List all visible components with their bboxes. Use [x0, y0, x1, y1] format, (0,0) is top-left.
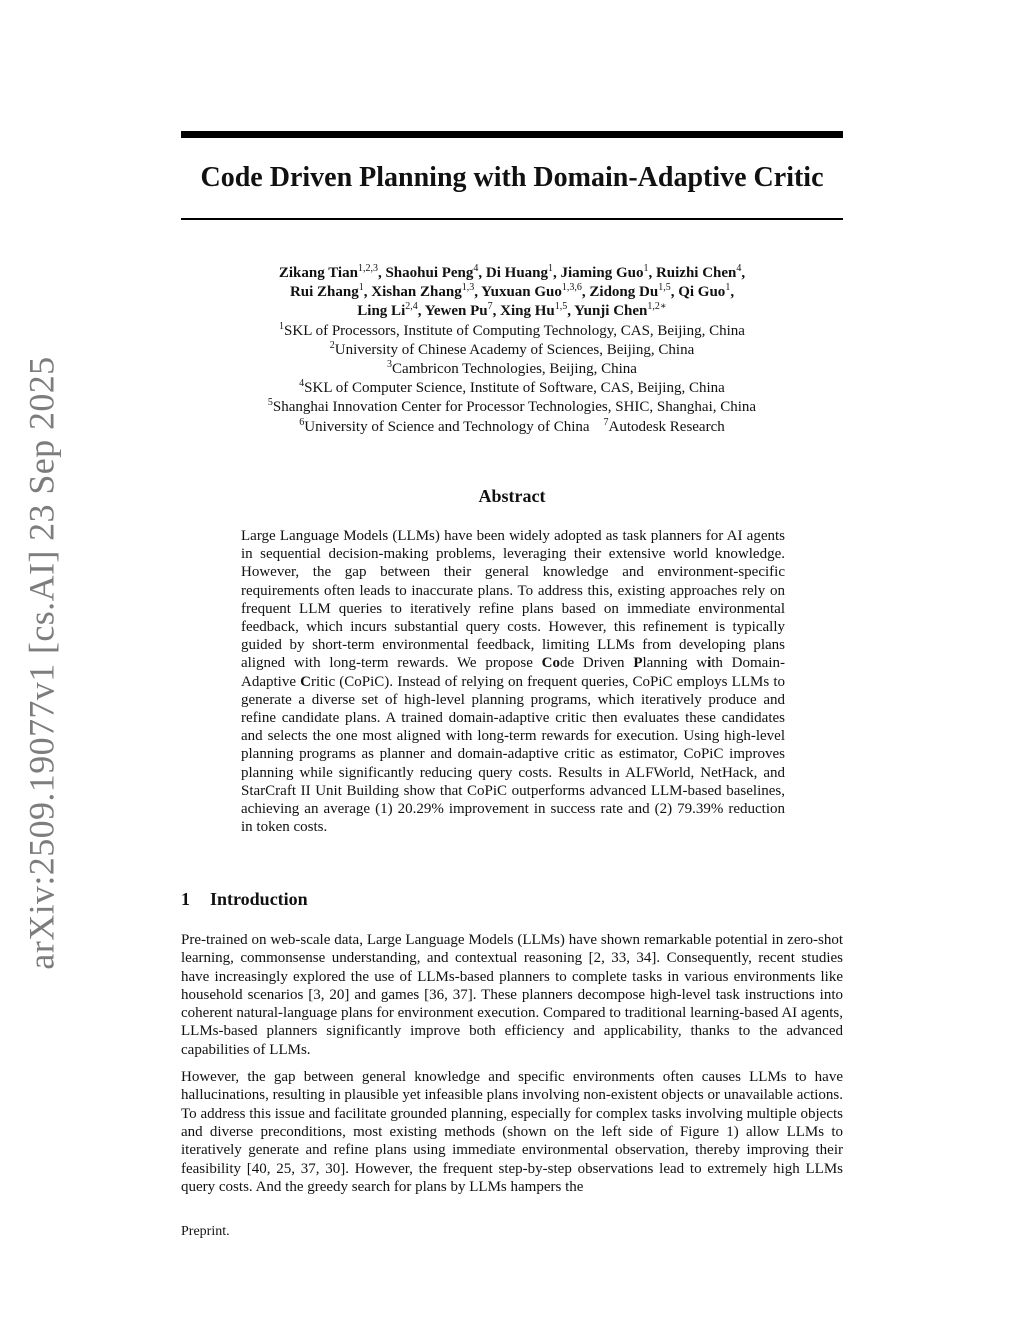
- paper-title: Code Driven Planning with Domain-Adaptive Critic: [200, 162, 824, 193]
- author-affiliation-marker: 1: [548, 263, 554, 274]
- author-name: Xing Hu: [500, 303, 555, 320]
- author-block: [181, 264, 843, 437]
- author-name: Yunji Chen: [574, 303, 648, 320]
- author-separator: ,: [492, 303, 501, 320]
- section-body: [181, 931, 843, 1205]
- author-name: Zidong Du: [589, 284, 659, 301]
- affiliation-marker: 1: [279, 320, 285, 332]
- abstract-text-before: Large Language Models (LLMs) have been widely adopted as task planners for AI agents in sequential decision-making problems, leveraging their extensive world knowledge. However, the gap between their general knowledge and environment-specific requirements often leads to inaccurate plans. To address this, existing approaches rely on frequent LLM queries to iteratively refine plans based on immediate environmental feedback, which incurs substantial query costs. However, this refinement is typically guided by short-term environmental feedback, limiting LLMs from developing plans aligned with long-term rewards. We propose: [241, 528, 785, 672]
- affiliation-text: University of Science and Technology of China: [304, 418, 590, 435]
- author-separator: ,: [474, 284, 482, 301]
- author-affiliation-marker: 7: [487, 301, 493, 313]
- author-name: Rui Zhang: [289, 284, 359, 301]
- author-affiliation-marker: 1,5: [658, 282, 671, 294]
- author-line: [181, 302, 843, 321]
- abstract-heading: Abstract: [478, 486, 546, 506]
- body-paragraph: However, the gap between general knowledge and specific environments often causes LLMs to have hallucinations, resulting in plausible yet infeasible plans involving non-existent objects or unavailable actions. To address this issue and facilitate grounded planning, especially for complex tasks involving multiple objects and diverse preconditions, most existing methods (shown on the left side of Figure 1) allow LLMs to iteratively generate and refine plans using immediate environmental observation, thereby improving their feasibility [40, 25, 37, 30]. However, the frequent step-by-step observations lead to extremely high LLMs query costs. And the greedy search for plans by LLMs hampers the: [181, 1069, 843, 1195]
- acronym-text: de Driven: [559, 655, 634, 672]
- affiliation-marker: 5: [267, 397, 273, 409]
- author-separator: ,: [741, 265, 746, 281]
- author-name: Zikang Tian: [278, 265, 358, 281]
- author-name: Yuxuan Guo: [481, 284, 562, 301]
- affiliation-text: SKL of Computer Science, Institute of Software, CAS, Beijing, China: [304, 380, 725, 397]
- acronym-letter: Co: [541, 655, 560, 672]
- arxiv-identifier-text: arXiv:2509.19077v1 [cs.AI] 23 Sep 2025: [22, 356, 62, 970]
- author-name: Ling Li: [357, 303, 406, 320]
- affiliation-line: [181, 398, 843, 417]
- author-name: Shaohui Peng: [385, 265, 474, 281]
- author-names: [181, 264, 843, 322]
- author-separator: ,: [730, 284, 735, 301]
- affiliation-line: [181, 379, 843, 398]
- affiliation-line: [181, 341, 843, 360]
- footer-note: Preprint.: [181, 1224, 230, 1239]
- arxiv-identifier: [10, 356, 74, 970]
- author-line: [181, 264, 843, 283]
- abstract-text: [241, 527, 785, 836]
- section-title: Introduction: [210, 889, 308, 909]
- author-affiliation-marker: 1: [643, 263, 649, 274]
- affiliation-marker: 7: [603, 416, 609, 428]
- affiliation-marker: 2: [329, 339, 335, 351]
- affiliations: [181, 322, 843, 437]
- acronym-text: lanning w: [642, 655, 708, 672]
- author-affiliation-marker: 1,3,6: [561, 282, 582, 294]
- affiliation-marker: 3: [387, 359, 393, 371]
- acronym-text: th Domain-Adaptive: [241, 655, 786, 690]
- section-heading: [181, 889, 843, 910]
- author-affiliation-marker: 2,4: [405, 301, 418, 313]
- affiliation-line: [181, 322, 843, 341]
- affiliation-text: University of Chinese Academy of Sciences, Beijing, China: [334, 341, 695, 358]
- author-separator: ,: [581, 284, 590, 301]
- affiliation-text: Cambricon Technologies, Beijing, China: [392, 361, 637, 378]
- body-paragraph: Pre-trained on web-scale data, Large Language Models (LLMs) have shown remarkable potential in zero-shot learning, commonsense understanding, and contextual reasoning [2, 33, 34]. Consequently, recent studies have increasingly explored the use of LLMs-based planners to complete tasks in various environments like household scenarios [3, 20] and games [36, 37]. These planners decompose high-level task instructions into coherent natural-language plans for environment execution. Compared to traditional learning-based AI agents, LLMs-based planners significantly improve both efficiency and applicability, thanks to the advanced capabilities of LLMs.: [181, 932, 843, 1058]
- author-affiliation-marker: 4: [736, 263, 742, 274]
- abstract-text-after: . Instead of relying on frequent queries, CoPiC employs LLMs to generate a diverse set of high-level planning programs, which iteratively produce and refine candidate plans. A trained domain-adaptive critic then evaluates these candidates and selects the one most aligned with long-term rewards for execution. Using high-level planning programs as planner and domain-adaptive critic as estimator, CoPiC improves planning while significantly reducing query costs. Results in ALFWorld, NetHack, and StarCraft II Unit Building show that CoPiC outperforms advanced LLM-based baselines, achieving an average (1) 20.29% improvement in success rate and (2) 79.39% reduction in token costs.: [241, 673, 785, 836]
- affiliation-text: SKL of Processors, Institute of Computing Technology, CAS, Beijing, China: [284, 322, 745, 339]
- author-name: Qi Guo: [678, 284, 726, 301]
- author-line: [181, 283, 843, 302]
- author-separator: ,: [567, 303, 575, 320]
- affiliation-line: [181, 360, 843, 379]
- author-affiliation-marker: 1: [725, 282, 731, 294]
- author-affiliation-marker: 1,3: [461, 282, 475, 294]
- author-affiliation-marker: 1: [358, 282, 364, 294]
- author-separator: ,: [478, 265, 486, 281]
- author-affiliation-marker: 1,5: [554, 301, 568, 313]
- author-name: Jiaming Guo: [560, 265, 644, 281]
- author-affiliation-marker: 1,2∗: [647, 301, 667, 313]
- affiliation-text: Autodesk Research: [608, 418, 725, 435]
- author-name: Di Huang: [485, 265, 549, 281]
- author-affiliation-marker: 1,2,3: [357, 263, 378, 274]
- affiliation-line: [181, 418, 843, 437]
- acronym-text: ritic (CoPiC): [310, 673, 390, 690]
- author-affiliation-marker: 4: [473, 263, 479, 274]
- author-separator: ,: [553, 265, 561, 281]
- author-separator: ,: [670, 284, 679, 301]
- acronym-letter: C: [300, 673, 311, 690]
- author-name: Ruizhi Chen: [655, 265, 737, 281]
- title-rule: [181, 218, 843, 220]
- author-separator: ,: [363, 284, 372, 301]
- affiliation-marker: 4: [299, 378, 305, 390]
- top-rule: [181, 131, 843, 138]
- affiliation-marker: 6: [299, 416, 305, 428]
- author-name: Xishan Zhang: [371, 284, 462, 301]
- acronym-letter: P: [633, 655, 643, 672]
- affiliation-text: Shanghai Innovation Center for Processor Technologies, SHIC, Shanghai, China: [272, 399, 757, 416]
- section-number: 1: [181, 889, 190, 909]
- author-separator: ,: [417, 303, 425, 320]
- author-separator: ,: [648, 265, 656, 281]
- author-name: Yewen Pu: [424, 303, 488, 320]
- acronym-letter: i: [707, 655, 712, 672]
- author-separator: ,: [377, 265, 386, 281]
